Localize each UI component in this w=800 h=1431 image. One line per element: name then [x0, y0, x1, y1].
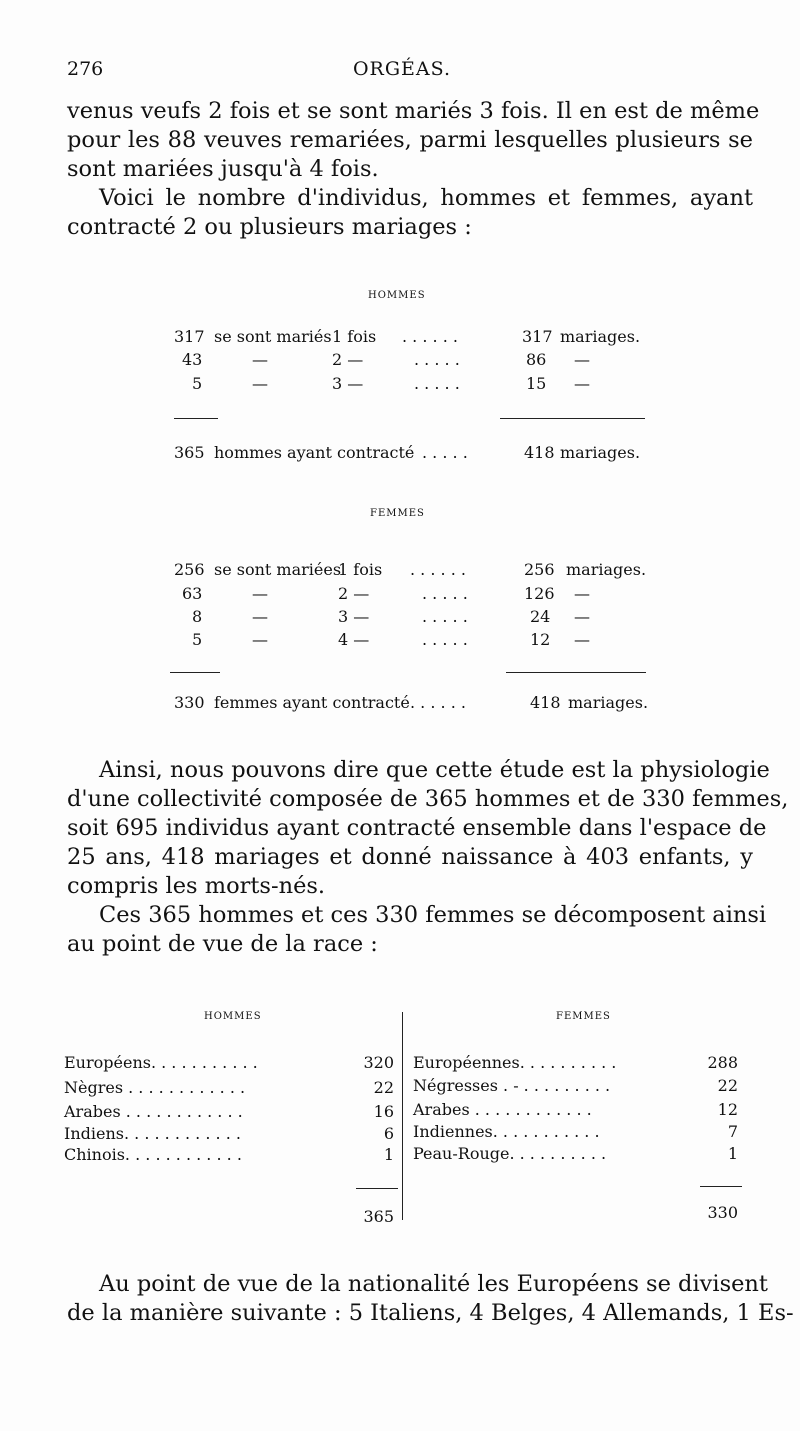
result-cell: 86	[526, 350, 547, 369]
race-name: Indiens. . . . . . . . . . . .	[64, 1124, 241, 1143]
race-row	[413, 1075, 738, 1096]
text-line: 25 ans, 418 mariages et donné naissance à 403 enfants, y	[67, 844, 753, 870]
race-name: Indiennes. . . . . . . . . . .	[413, 1122, 600, 1141]
page-number: 276	[67, 58, 104, 80]
sum-rule	[700, 1186, 742, 1187]
text-line: compris les morts-nés.	[67, 873, 326, 899]
closing-paragraph	[67, 1270, 794, 1328]
race-row	[413, 1052, 738, 1073]
count-cell: 43	[182, 350, 203, 369]
result-cell: 24	[530, 607, 551, 626]
dots-cell: . . . . .	[422, 607, 468, 626]
total-result: 418	[530, 693, 561, 712]
column-divider	[402, 1012, 403, 1220]
label-cell: se sont mariés	[214, 327, 332, 346]
times-cell: 3 —	[332, 374, 364, 393]
table-row	[174, 374, 654, 394]
sum-rule	[506, 672, 646, 673]
race-value: 16	[373, 1102, 394, 1121]
race-name: Négresses . - . . . . . . . . .	[413, 1076, 611, 1095]
race-value: 1	[727, 1144, 738, 1163]
times-cell: 1 fois	[332, 327, 377, 346]
text-line: Au point de vue de la nationalité les Européens se divisent	[99, 1271, 768, 1297]
dots-cell: . . . . .	[414, 374, 460, 393]
unit-cell: —	[574, 374, 590, 393]
race-row	[64, 1077, 394, 1098]
result-cell: 15	[526, 374, 547, 393]
femmes-table-title: FEMMES	[370, 508, 425, 519]
unit-cell: —	[574, 607, 590, 626]
race-row	[64, 1123, 394, 1144]
text-line: pour les 88 veuves remariées, parmi lesquelles plusieurs se	[67, 127, 753, 153]
table-row	[174, 607, 654, 627]
table-row	[174, 350, 654, 370]
count-cell: 256	[174, 560, 205, 579]
text-line: Voici le nombre d'individus, hommes et femmes, ayant	[99, 185, 753, 211]
summary-paragraph	[67, 756, 789, 959]
intro-paragraph	[67, 97, 760, 242]
sum-rule	[356, 1188, 398, 1189]
race-name: Peau-Rouge. . . . . . . . . .	[413, 1144, 607, 1163]
race-name: Européens. . . . . . . . . . .	[64, 1053, 258, 1072]
label-cell: —	[252, 584, 268, 603]
race-name: Européennes. . . . . . . . . .	[413, 1053, 617, 1072]
total-row	[174, 693, 654, 713]
unit-cell: mariages.	[566, 560, 647, 579]
race-value: 22	[717, 1076, 738, 1095]
race-name: Arabes . . . . . . . . . . . .	[64, 1102, 243, 1121]
times-cell: 1 fois	[338, 560, 383, 579]
race-row	[64, 1101, 394, 1122]
race-value: 12	[717, 1100, 738, 1119]
total-count: 365	[174, 443, 205, 462]
race-total-row	[413, 1202, 738, 1223]
race-value: 320	[363, 1053, 394, 1072]
race-value: 1	[383, 1145, 394, 1164]
sum-rule	[170, 672, 220, 673]
times-cell: 2 —	[338, 584, 370, 603]
label-cell: se sont mariées	[214, 560, 342, 579]
table-row	[174, 327, 654, 347]
dots-cell: . . . . .	[422, 443, 468, 462]
page-header	[67, 58, 737, 88]
text-line: au point de vue de la race :	[67, 931, 378, 957]
race-name: Nègres . . . . . . . . . . . .	[64, 1078, 246, 1097]
times-cell: 2 —	[332, 350, 364, 369]
total-result: 418	[524, 443, 555, 462]
count-cell: 8	[192, 607, 203, 626]
unit-cell: —	[574, 584, 590, 603]
total-label: femmes ayant contracté	[214, 693, 410, 712]
count-cell: 317	[174, 327, 205, 346]
sum-rule	[174, 418, 218, 419]
times-cell: 4 —	[338, 630, 370, 649]
race-value: 6	[383, 1124, 394, 1143]
count-cell: 5	[192, 630, 203, 649]
text-line: contracté 2 ou plusieurs mariages :	[67, 214, 472, 240]
label-cell: —	[252, 630, 268, 649]
text-line: Ainsi, nous pouvons dire que cette étude est la physiologie	[99, 757, 770, 783]
race-femmes-title: FEMMES	[556, 1011, 611, 1022]
unit-cell: mariages.	[560, 327, 641, 346]
race-row	[413, 1121, 738, 1142]
unit-cell: —	[574, 630, 590, 649]
hommes-table-title: HOMMES	[368, 290, 426, 301]
race-total: 365	[363, 1207, 394, 1226]
text-line: soit 695 individus ayant contracté ensemble dans l'espace de	[67, 815, 767, 841]
label-cell: —	[252, 350, 268, 369]
race-value: 288	[707, 1053, 738, 1072]
label-cell: —	[252, 374, 268, 393]
total-label: hommes ayant contracté	[214, 443, 415, 462]
race-row	[413, 1143, 738, 1164]
race-hommes-title: HOMMES	[204, 1011, 262, 1022]
dots-cell: . . . . .	[422, 584, 468, 603]
dots-cell: . . . . . .	[410, 693, 466, 712]
race-row	[64, 1144, 394, 1165]
text-line: d'une collectivité composée de 365 hommes et de 330 femmes,	[67, 786, 789, 812]
result-cell: 12	[530, 630, 551, 649]
dots-cell: . . . . . .	[402, 327, 458, 346]
race-value: 7	[727, 1122, 738, 1141]
unit-cell: —	[574, 350, 590, 369]
race-name: Chinois. . . . . . . . . . . .	[64, 1145, 242, 1164]
dots-cell: . . . . . .	[410, 560, 466, 579]
race-name: Arabes . . . . . . . . . . . .	[413, 1100, 592, 1119]
race-row	[413, 1099, 738, 1120]
count-cell: 5	[192, 374, 203, 393]
table-row	[174, 560, 654, 580]
race-row	[64, 1052, 394, 1073]
result-cell: 317	[522, 327, 553, 346]
running-title: ORGÉAS.	[352, 58, 452, 80]
race-value: 22	[373, 1078, 394, 1097]
times-cell: 3 —	[338, 607, 370, 626]
text-line: Ces 365 hommes et ces 330 femmes se décomposent ainsi	[99, 902, 767, 928]
result-cell: 126	[524, 584, 555, 603]
result-cell: 256	[524, 560, 555, 579]
text-line: sont mariées jusqu'à 4 fois.	[67, 156, 379, 182]
text-line: venus veufs 2 fois et se sont mariés 3 fois. Il en est de même	[67, 98, 760, 124]
table-row	[174, 630, 654, 650]
count-cell: 63	[182, 584, 203, 603]
race-total: 330	[707, 1203, 738, 1222]
total-unit: mariages.	[560, 443, 641, 462]
text-line: de la manière suivante : 5 Italiens, 4 Belges, 4 Allemands, 1 Es-	[67, 1300, 794, 1326]
sum-rule	[500, 418, 645, 419]
total-unit: mariages.	[568, 693, 649, 712]
table-row	[174, 584, 654, 604]
total-row	[174, 443, 654, 463]
dots-cell: . . . . .	[422, 630, 468, 649]
total-count: 330	[174, 693, 205, 712]
dots-cell: . . . . .	[414, 350, 460, 369]
label-cell: —	[252, 607, 268, 626]
race-total-row	[64, 1206, 394, 1227]
